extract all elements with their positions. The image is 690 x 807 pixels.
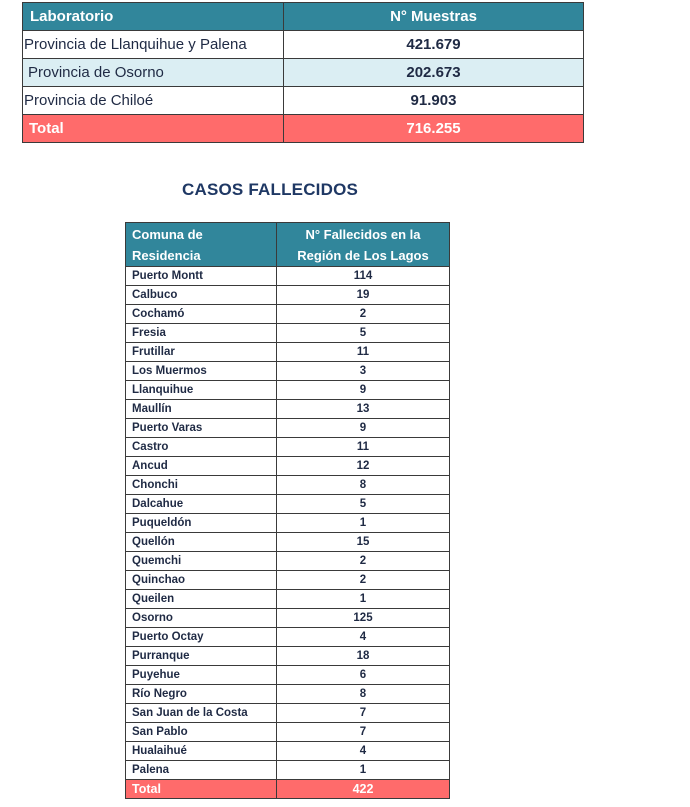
fallecidos-count: 15: [277, 533, 450, 552]
section-title: CASOS FALLECIDOS: [182, 180, 359, 199]
comuna-name: Hualaihué: [126, 742, 277, 761]
comuna-name: Maullín: [126, 400, 277, 419]
table-row: [126, 495, 450, 514]
comuna-name: San Pablo: [126, 723, 277, 742]
table-row: [126, 343, 450, 362]
table-row: [126, 476, 450, 495]
table-row: [126, 723, 450, 742]
fallecidos-count: 4: [277, 628, 450, 647]
comuna-name: Puerto Octay: [126, 628, 277, 647]
comuna-name: Calbuco: [126, 286, 277, 305]
comuna-name: Castro: [126, 438, 277, 457]
table-row: [126, 647, 450, 666]
comuna-name: San Juan de la Costa: [126, 704, 277, 723]
fallecidos-count: 11: [277, 438, 450, 457]
fallecidos-count: 125: [277, 609, 450, 628]
table-row: [23, 31, 584, 59]
table-row: [126, 685, 450, 704]
table-row: [126, 324, 450, 343]
table-row: [126, 742, 450, 761]
fallecidos-count: 19: [277, 286, 450, 305]
comuna-name: Puqueldón: [126, 514, 277, 533]
fallecidos-count: 6: [277, 666, 450, 685]
row-label: Provincia de Chiloé: [23, 87, 284, 115]
row-value: 421.679: [284, 31, 584, 59]
total-value: 716.255: [284, 115, 584, 143]
row-value: 202.673: [284, 59, 584, 87]
fallecidos-count: 2: [277, 305, 450, 324]
total-value: 422: [277, 780, 450, 799]
table-row: [126, 381, 450, 400]
comuna-name: Cochamó: [126, 305, 277, 324]
fallecidos-count: 12: [277, 457, 450, 476]
muestras-header-row: [23, 3, 584, 31]
total-label: Total: [23, 115, 284, 143]
header-fallecidos: [277, 223, 450, 267]
fallecidos-count: 13: [277, 400, 450, 419]
comuna-name: Puerto Montt: [126, 267, 277, 286]
table-row: [23, 59, 584, 87]
fallecidos-count: 3: [277, 362, 450, 381]
fallecidos-count: 11: [277, 343, 450, 362]
comuna-name: Ancud: [126, 457, 277, 476]
fallecidos-count: 18: [277, 647, 450, 666]
table-row: [126, 362, 450, 381]
comuna-name: Frutillar: [126, 343, 277, 362]
fallecidos-total-row: [126, 780, 450, 799]
fallecidos-count: 8: [277, 685, 450, 704]
header-fallecidos-line2: Región de Los Lagos: [297, 247, 429, 263]
comuna-name: Palena: [126, 761, 277, 780]
fallecidos-header-row: [126, 223, 450, 267]
comuna-name: Puerto Varas: [126, 419, 277, 438]
row-value: 91.903: [284, 87, 584, 115]
comuna-name: Quinchao: [126, 571, 277, 590]
table-row: [126, 552, 450, 571]
table-row: [126, 514, 450, 533]
row-label: Provincia de Llanquihue y Palena: [23, 31, 284, 59]
comuna-name: Río Negro: [126, 685, 277, 704]
muestras-total-row: [23, 115, 584, 143]
table-row: [126, 438, 450, 457]
comuna-name: Los Muermos: [126, 362, 277, 381]
table-row: [126, 400, 450, 419]
fallecidos-count: 7: [277, 723, 450, 742]
comuna-name: Quellón: [126, 533, 277, 552]
comuna-name: Fresia: [126, 324, 277, 343]
fallecidos-count: 9: [277, 419, 450, 438]
header-laboratorio: Laboratorio: [23, 3, 284, 31]
header-fallecidos-line1: N° Fallecidos en la: [305, 226, 421, 242]
fallecidos-count: 2: [277, 552, 450, 571]
comuna-name: Dalcahue: [126, 495, 277, 514]
fallecidos-table: [125, 222, 450, 799]
fallecidos-count: 4: [277, 742, 450, 761]
muestras-table: [22, 2, 584, 143]
header-n-muestras: N° Muestras: [284, 3, 584, 31]
comuna-name: Quemchi: [126, 552, 277, 571]
fallecidos-count: 5: [277, 324, 450, 343]
header-comuna: [126, 223, 277, 267]
table-row: [126, 704, 450, 723]
table-row: [126, 267, 450, 286]
fallecidos-count: 7: [277, 704, 450, 723]
table-row: [23, 87, 584, 115]
table-row: [126, 666, 450, 685]
comuna-name: Purranque: [126, 647, 277, 666]
header-comuna-line1: Comuna de: [132, 226, 203, 242]
table-row: [126, 457, 450, 476]
table-row: [126, 609, 450, 628]
table-row: [126, 286, 450, 305]
header-comuna-line2: Residencia: [132, 247, 201, 263]
fallecidos-count: 2: [277, 571, 450, 590]
comuna-name: Llanquihue: [126, 381, 277, 400]
comuna-name: Queilen: [126, 590, 277, 609]
table-row: [126, 628, 450, 647]
fallecidos-count: 9: [277, 381, 450, 400]
fallecidos-count: 5: [277, 495, 450, 514]
table-row: [126, 419, 450, 438]
fallecidos-count: 1: [277, 514, 450, 533]
table-row: [126, 590, 450, 609]
fallecidos-count: 114: [277, 267, 450, 286]
table-row: [126, 761, 450, 780]
fallecidos-count: 1: [277, 590, 450, 609]
comuna-name: Chonchi: [126, 476, 277, 495]
fallecidos-count: 1: [277, 761, 450, 780]
table-row: [126, 305, 450, 324]
fallecidos-count: 8: [277, 476, 450, 495]
total-label: Total: [126, 780, 277, 799]
comuna-name: Osorno: [126, 609, 277, 628]
row-label: Provincia de Osorno: [23, 59, 284, 87]
table-row: [126, 571, 450, 590]
comuna-name: Puyehue: [126, 666, 277, 685]
table-row: [126, 533, 450, 552]
